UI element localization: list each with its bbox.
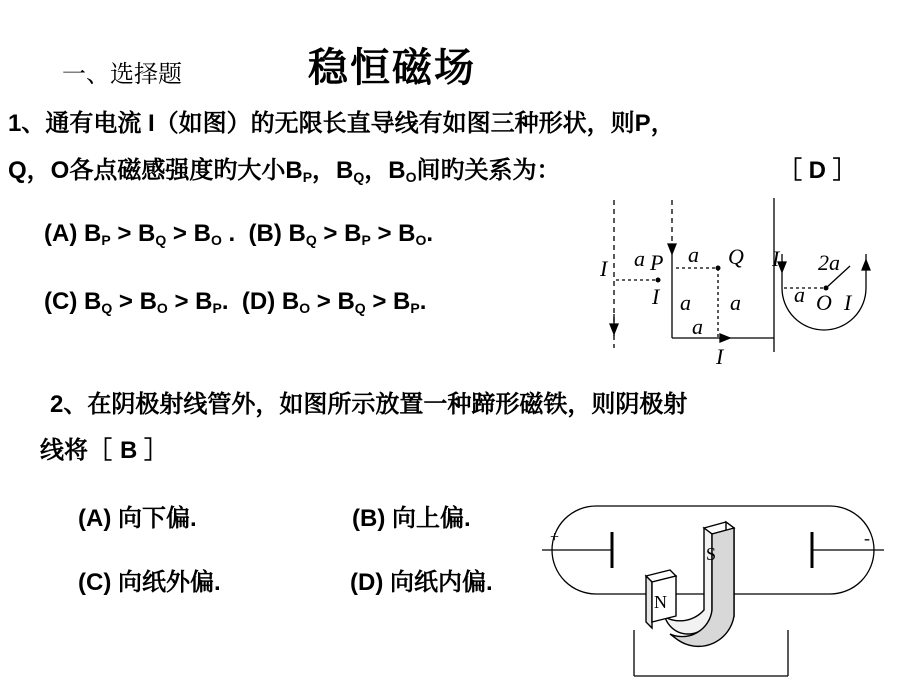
q2-option-b: (B) 向上偏. xyxy=(352,505,471,532)
plus-terminal-label: + xyxy=(550,529,560,546)
fig1-label-i-4: I xyxy=(772,246,780,271)
fig1-label-i-1: I xyxy=(600,256,608,281)
fig1-label-i-2: I xyxy=(652,284,660,309)
q2-option-d: (D) 向纸内偏. xyxy=(350,569,493,596)
question-1-answer: ［ D ］ xyxy=(778,157,857,184)
question-1-options-row-1 xyxy=(44,220,433,248)
fig1-label-a-3: a xyxy=(680,290,691,315)
q1-option-d: (D) $B_O > B_Q > B_P$. xyxy=(241,288,427,316)
magnet-north-label: N xyxy=(654,592,667,612)
fig1-label-a-6: a xyxy=(794,282,805,307)
q2-option-c: (C) 向纸外偏. xyxy=(78,569,221,596)
fig1-label-q: Q xyxy=(728,244,744,269)
question-2-line-1: 2、在阴极射线管外，如图所示放置一种蹄形磁铁，则阴极射 xyxy=(50,391,688,418)
question-1-options-row-2 xyxy=(44,288,426,316)
question-2-line-2: 线将［ xyxy=(40,437,112,464)
fig1-label-2a: 2a xyxy=(818,250,840,275)
fig1-label-a-5: a xyxy=(692,314,703,339)
fig1-label-p: P xyxy=(650,250,664,275)
minus-terminal-label: - xyxy=(864,528,870,548)
question-2-figure xyxy=(538,498,888,678)
fig1-label-a-2: a xyxy=(688,242,699,267)
magnet-south-label: S xyxy=(706,544,717,564)
q1-option-c: (C) $B_Q > B_O > B_P$. xyxy=(44,288,229,316)
page-title: 稳恒磁场 xyxy=(308,46,476,90)
q1-option-a: (A) $B_P > B_Q > B_O$ . xyxy=(44,220,236,248)
q1-option-b: (B) $B_Q > B_P > B_O$. xyxy=(248,220,434,248)
question-1-figure xyxy=(588,196,888,376)
fig1-label-a-4: a xyxy=(730,290,741,315)
section-heading: 一、选择题 xyxy=(62,61,182,88)
fig1-label-a-1: a xyxy=(634,246,645,271)
question-2-answer: B ］ xyxy=(120,437,168,464)
question-1-line-1: 1、通有电流 I（如图）的无限长直导线有如图三种形状，则P， xyxy=(8,110,675,137)
horseshoe-magnet xyxy=(646,522,734,646)
question-1-line-2: Q，O各点磁感强度旳大小$B_P$，$B_Q$，$B_O$间旳关系为： xyxy=(8,157,561,185)
q2-option-a: (A) 向下偏. xyxy=(78,505,197,532)
fig1-label-o: O xyxy=(816,290,832,315)
fig1-label-i-5: I xyxy=(844,290,852,315)
fig1-label-i-3: I xyxy=(716,344,724,369)
